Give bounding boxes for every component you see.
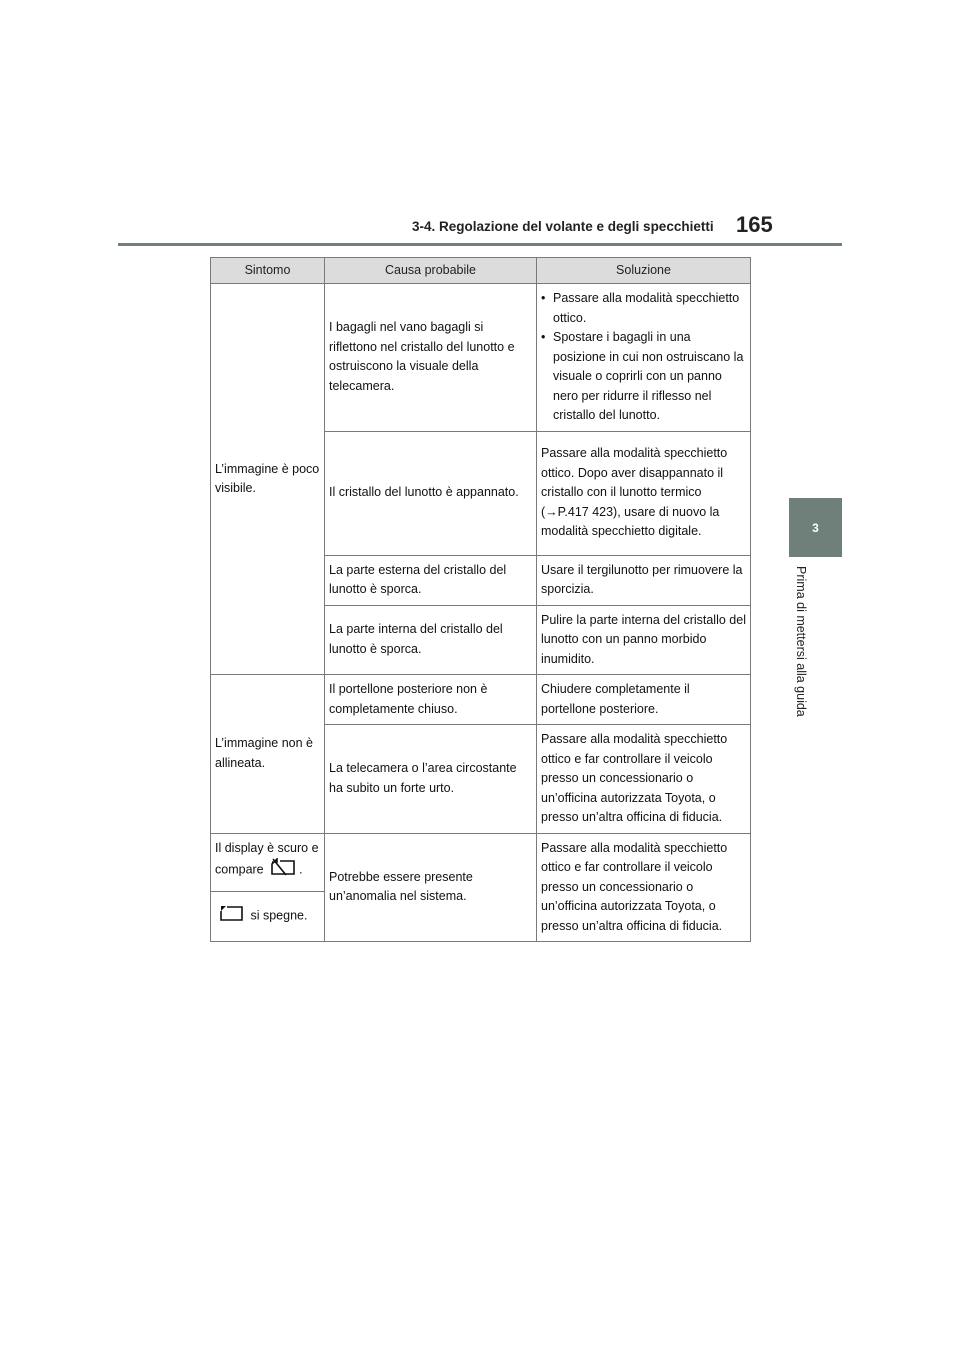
cause-cell: Il cristallo del lunotto è appannato. [325,431,537,555]
table-row [211,833,751,892]
symptom-text: Il display è scuro e compare [215,840,319,877]
chapter-title: Prima di mettersi alla guida [794,566,808,717]
table-row [211,675,751,725]
symptom-text-suffix: . [299,862,303,877]
page-number: 165 [736,212,773,237]
digital-mirror-icon [218,904,244,929]
symptom-text: si spegne. [250,908,308,923]
section-title: 3-4. Regolazione del volante e degli specchietti [412,219,714,234]
column-header-symptom: Sintomo [211,258,325,284]
troubleshooting-table [210,257,751,942]
digital-mirror-off-icon [270,858,296,883]
column-header-cause: Causa probabile [325,258,537,284]
solution-cell: Passare alla modalità specchietto ottico e far controllare il veicolo presso un concessionario o un’officina autorizzata Toyota, o presso un’altra officina di fiducia. [537,833,751,942]
solution-bullet-list [541,289,746,426]
list-item: • Passare alla modalità specchietto ottico. [541,289,746,328]
header-divider [118,243,842,246]
table-header-row [211,258,751,284]
list-item: • Spostare i bagagli in una posizione in cui non ostruiscano la visuale o coprirli con un panno nero per ridurre il riflesso nel cristallo del lunotto. [541,328,746,426]
cause-cell: La telecamera o l’area circostante ha subito un forte urto. [325,725,537,834]
solution-cell: Usare il tergilunotto per rimuovere la sporcizia. [537,555,751,605]
chapter-tab [789,498,842,557]
solution-cell [537,284,751,432]
symptom-cell: L’immagine non è allineata. [211,675,325,834]
cause-cell: La parte interna del cristallo del lunotto è sporca. [325,605,537,675]
cause-cell: I bagagli nel vano bagagli si riflettono nel cristallo del lunotto e ostruiscono la visuale della telecamera. [325,284,537,432]
solution-cell: Chiudere completamente il portellone posteriore. [537,675,751,725]
symptom-cell: L’immagine è poco visibile. [211,284,325,675]
cause-cell: Potrebbe essere presente un’anomalia nel sistema. [325,833,537,942]
cause-cell: La parte esterna del cristallo del lunotto è sporca. [325,555,537,605]
solution-cell: Passare alla modalità specchietto ottico. Dopo aver disappannato il cristallo con il lunotto termico (→P.417 423), usare di nuovo la modalità specchietto digitale. [537,431,751,555]
symptom-cell [211,892,325,942]
table-row [211,284,751,432]
solution-cell: Pulire la parte interna del cristallo del lunotto con un panno morbido inumidito. [537,605,751,675]
cause-cell: Il portellone posteriore non è completamente chiuso. [325,675,537,725]
chapter-number: 3 [812,520,819,535]
column-header-solution: Soluzione [537,258,751,284]
symptom-cell [211,833,325,892]
solution-cell: Passare alla modalità specchietto ottico e far controllare il veicolo presso un concessionario o un’officina autorizzata Toyota, o presso un’altra officina di fiducia. [537,725,751,834]
